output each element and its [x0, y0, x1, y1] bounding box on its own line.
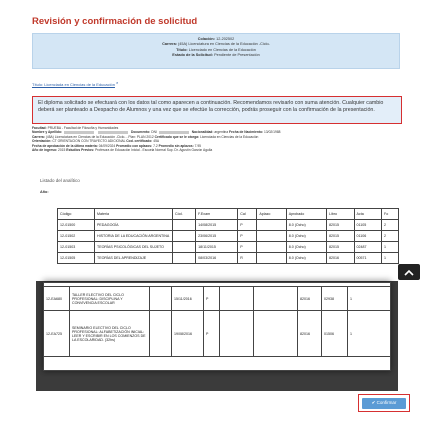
col-aplazo: Aplazo [257, 209, 286, 220]
table-row: 12-EA725 SEMINARIO ELECTIVO DEL CICLO PROFESIONAL: ALFABETIZACIÓN INICIAL: LEER Y ESCRIBIR EN LOS COMIENZOS DE LA ESCOLARIDAD. (32hs) 19/08/2016 P 82016 01506 1 [44, 311, 391, 357]
col-fo: Fo [382, 209, 399, 220]
titulo-link[interactable]: Título: Licenciada en Ciencias de la Educación * [32, 82, 119, 88]
col-codigo: Código [58, 209, 95, 220]
redacted-document [159, 131, 189, 134]
col-materia: Materia [95, 209, 173, 220]
table-row: 12-01502 HISTORIA DE LA EDUCACIÓN ARGENTINA 23/06/2015 P 8.0 (Ocho) 82015 01106 2 [58, 231, 399, 242]
redacted-name [64, 131, 94, 134]
confirm-highlight [358, 394, 410, 412]
col-fexam: F.Exam [196, 209, 238, 220]
col-cal: Cal [238, 209, 257, 220]
anio-label: Año: [40, 190, 49, 194]
col-aprobado: Aprobado [286, 209, 326, 220]
table-header-row [58, 209, 399, 220]
table-row: 12-01505 TEORÍAS DEL APRENDIZAJE 08/03/2016 R 8.0 (Ocho) 82016 00571 1 [58, 253, 399, 264]
listado-heading: Listado del analítico [40, 178, 80, 183]
analitico-table [57, 208, 399, 264]
col-libro: Libro [327, 209, 355, 220]
col-cod: Cód. [173, 209, 196, 220]
scroll-up-button[interactable] [398, 264, 420, 280]
analitico-table-continued [43, 282, 391, 371]
asterisk-icon: * [116, 82, 119, 88]
table-row [44, 357, 391, 371]
chevron-up-icon [404, 269, 414, 276]
request-info-box: Colación: 12-202502 Carrera: (45A) Licenciatura en Ciencias de la Educación -Ciclo- Título: Licenciado en Ciencias de la Educación Estado de la Solicitud: Pendiente de Presentación [32, 33, 400, 69]
page-title: Revisión y confirmación de solicitud [32, 16, 198, 27]
notice-box: El diploma solicitado se efectuará con los datos tal como aparecen a continuación. Recomendamos revisarlo con suma atención. Cualquier cambio deberá ser planteado a Despacho de Alumnos y una vez que se efectúe la corrección, podrás proseguir con la confirmación de la presentación. [32, 96, 402, 124]
table-row: 12-01503 TEORÍAS PSICOLÓGICAS DEL SUJETO 18/11/2015 P 8.0 (Ocho) 82015 02487 1 [58, 242, 399, 253]
student-details: Facultad: PRUEBA - Facultad de Filosofía y Humanidades Nombre y Apellido: Documento: DNI Nacionalidad: argentina Fecha de Nacimiento: 13/02/1988 Carrera: (45A) Licenciatura en Ciencias de la Educación -Ciclo- - Plan: PLAN 2012 Certificado que se le otorga: Licenciada en Ciencias de la Educación Orientación: CT ORIENTACION CON TRAYECTO ADICIONAL Cod. certificado: 45A Fecha de aprobación de la última materia: 04/09/2024 Promedio con aplazos: 7.2 Promedio sin aplazos: 7.95 Año de ingreso: 2015 Estudios Previos: Profesora de Educación Inicial - Escuela Normal Sup. Dr. Agustín Garzón Agulla [32, 126, 281, 153]
col-acta: Acta [354, 209, 382, 220]
table-row: 12-EA680 TALLER ELECTIVO DEL CICLO PROFESIONAL: DISCIPLINA Y CONVIVENCIA ESCOLAR 15/11/2016 P 82016 02938 1 [44, 287, 391, 311]
table-row: 12-01500 PEDAGOGÍA 14/08/2015 P 8.0 (Ocho) 82015 01105 2 [58, 220, 399, 231]
confirm-button[interactable]: ✔ Confirmar [362, 398, 406, 409]
